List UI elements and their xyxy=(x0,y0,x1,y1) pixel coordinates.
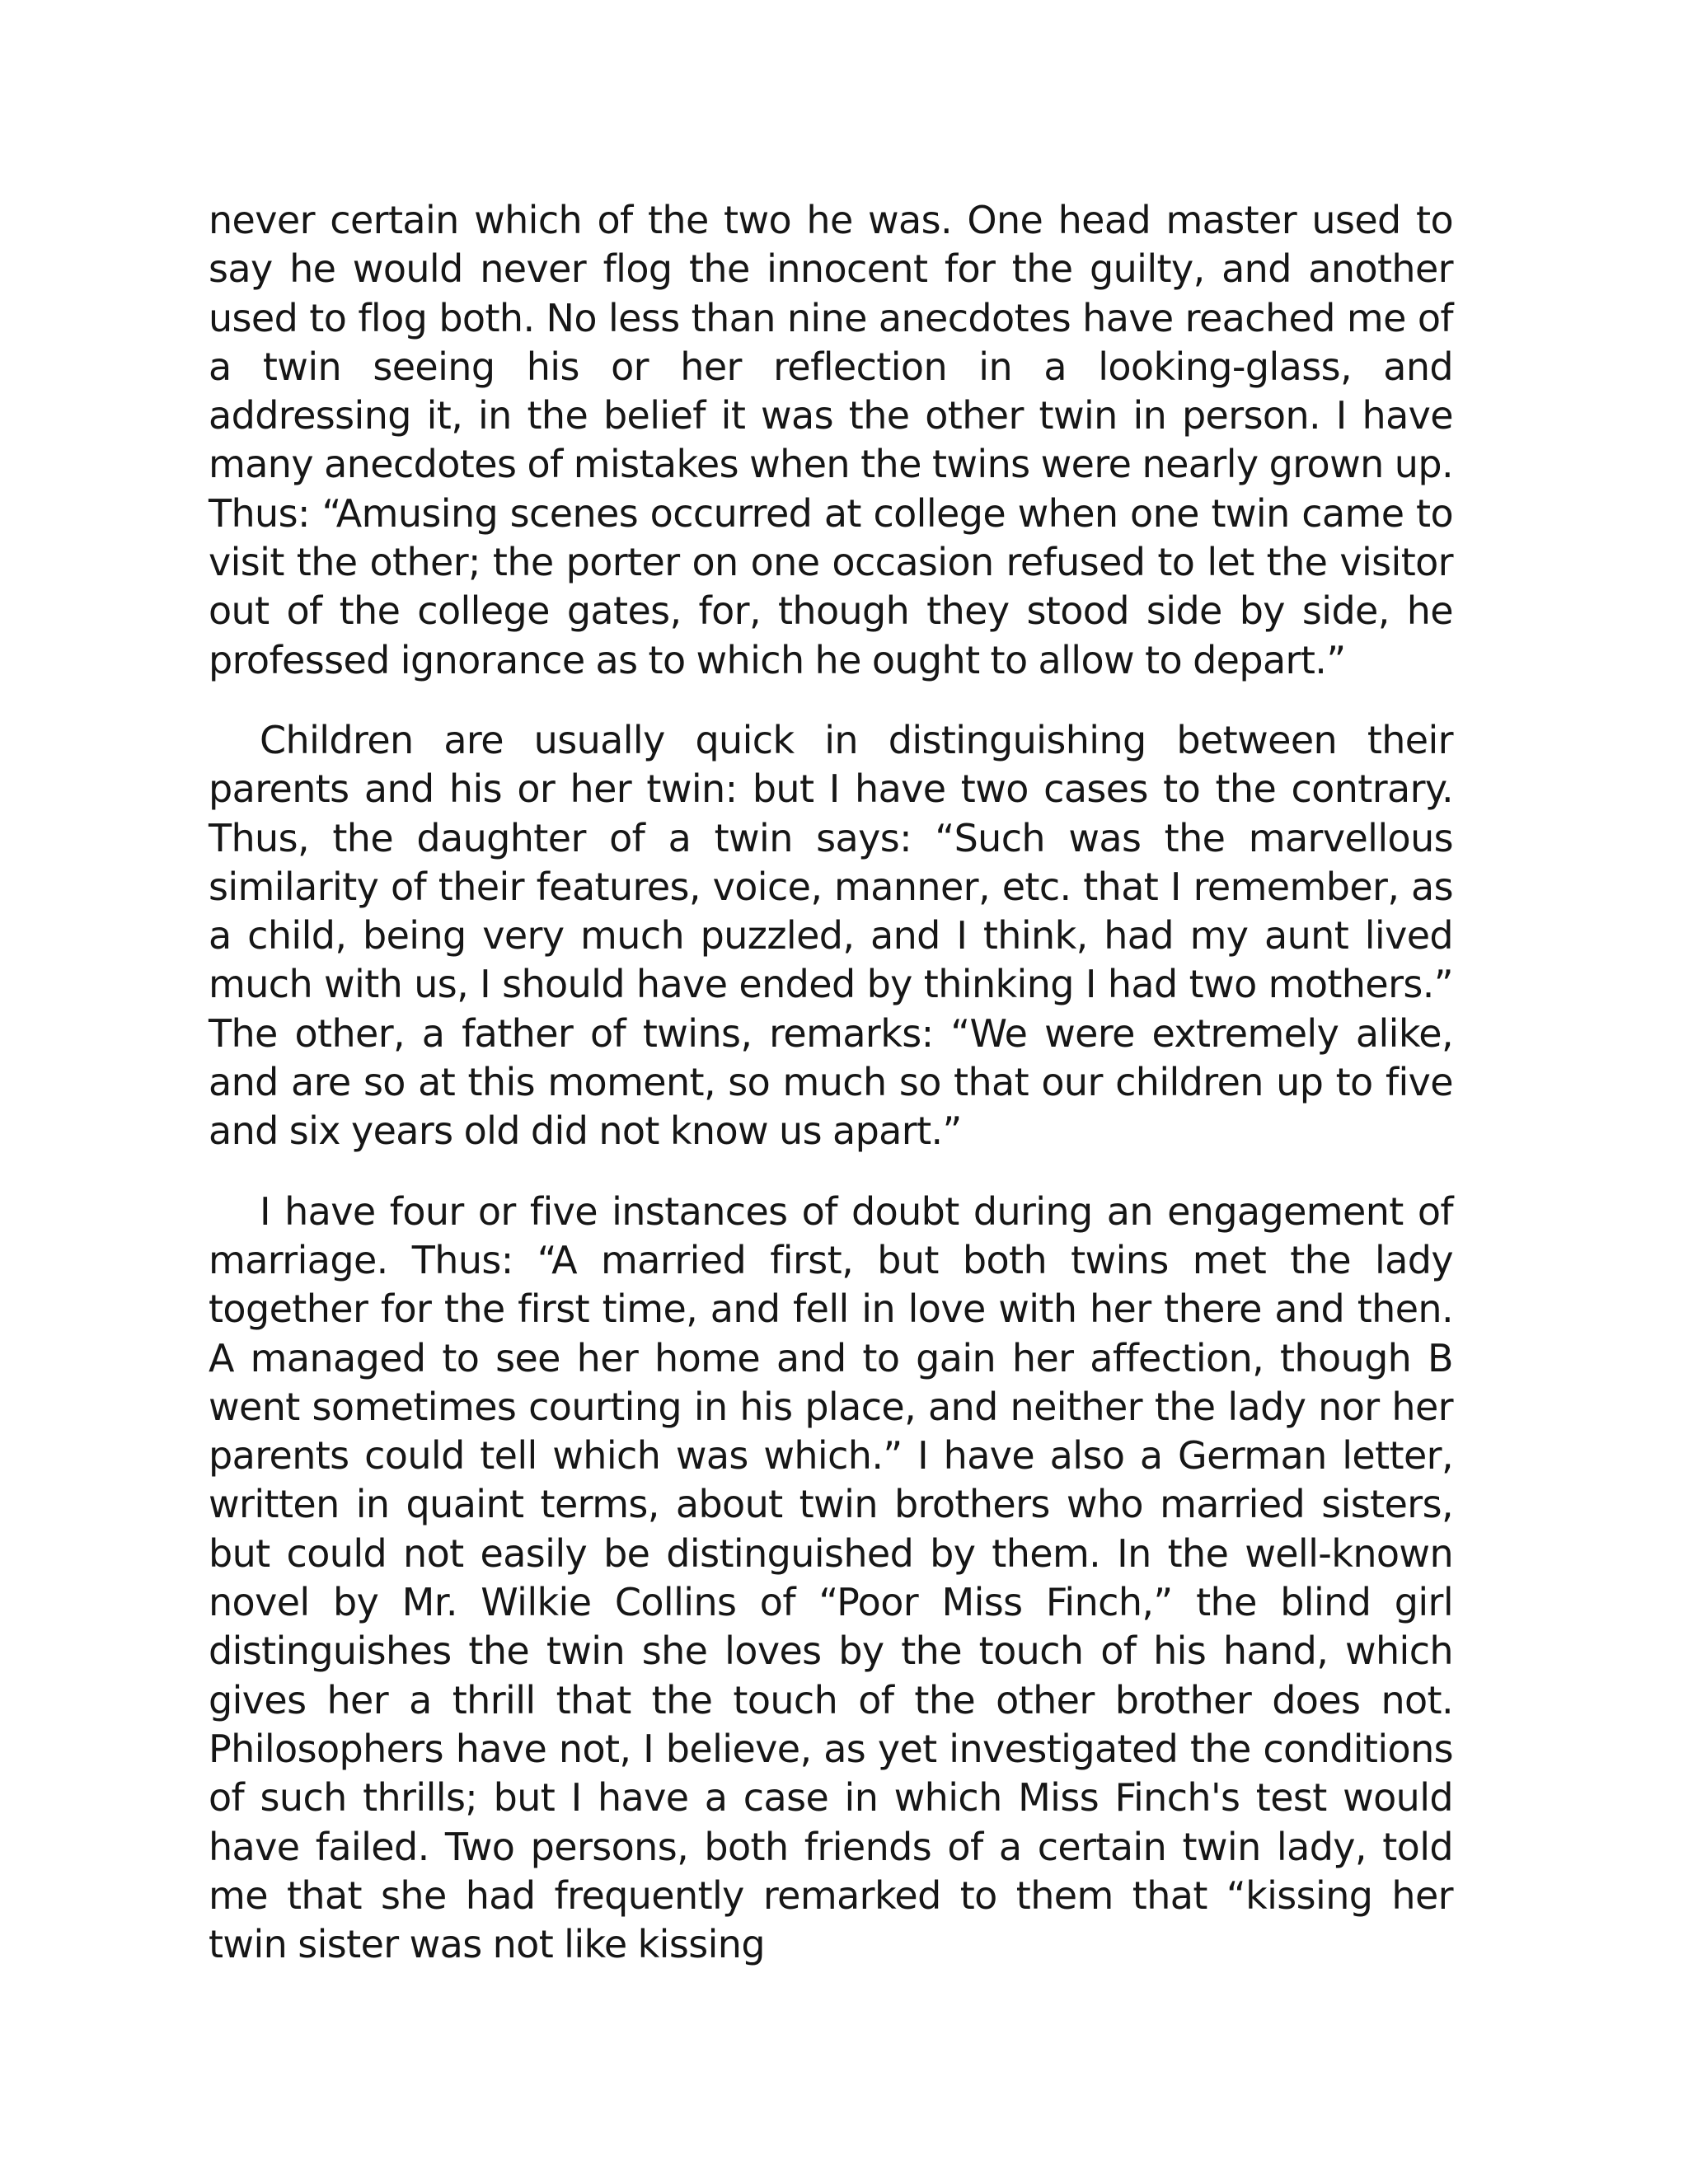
body-text xyxy=(209,196,1453,1969)
paragraph-2: Children are usually quick in distinguishing between their parents and his or her twin: but I have two cases to the contrary. Thus, the daughter of a twin says: “Such was the marvellous similarity of their features, voice, manner, etc. that I remember, as a child, being very much puzzled, and I think, had my aunt lived much with us, I should have ended by thinking I had two mothers.” The other, a father of twins, remarks: “We were extremely alike, and are so at this moment, so much so that our children up to five and six years old did not know us apart.” xyxy=(209,717,1453,1154)
paragraph-1: never certain which of the two he was. One head master used to say he would never flog the innocent for the guilty, and another used to flog both. No less than nine anecdotes have reached me of a twin seeing his or her reflection in a looking-glass, and addressing it, in the belief it was the other twin in person. I have many anecdotes of mistakes when the twins were nearly grown up. Thus: “Amusing scenes occurred at college when one twin came to visit the other; the porter on one occasion refused to let the visitor out of the college gates, for, though they stood side by side, he professed ignorance as to which he ought to allow to depart.” xyxy=(209,198,1453,682)
paragraph-3: I have four or five instances of doubt during an engagement of marriage. Thus: “A married first, but both twins met the lady together for the first time, and fell in love with her there and then. A managed to see her home and to gain her affection, though B went sometimes courting in his place, and neither the lady nor her parents could tell which was which.” I have also a German letter, written in quaint terms, about twin brothers who married sisters, but could not easily be distinguished by them. In the well-known novel by Mr. Wilkie Collins of “Poor Miss Finch,” the blind girl distinguishes the twin she loves by the touch of his hand, which gives her a thrill that the touch of the other brother does not. Philosophers have not, I believe, as yet investigated the conditions of such thrills; but I have a case in which Miss Finch's test would have failed. Two persons, both friends of a certain twin lady, told me that she had frequently remarked to them that “kissing her twin sister was not like kissing xyxy=(209,1188,1453,1967)
